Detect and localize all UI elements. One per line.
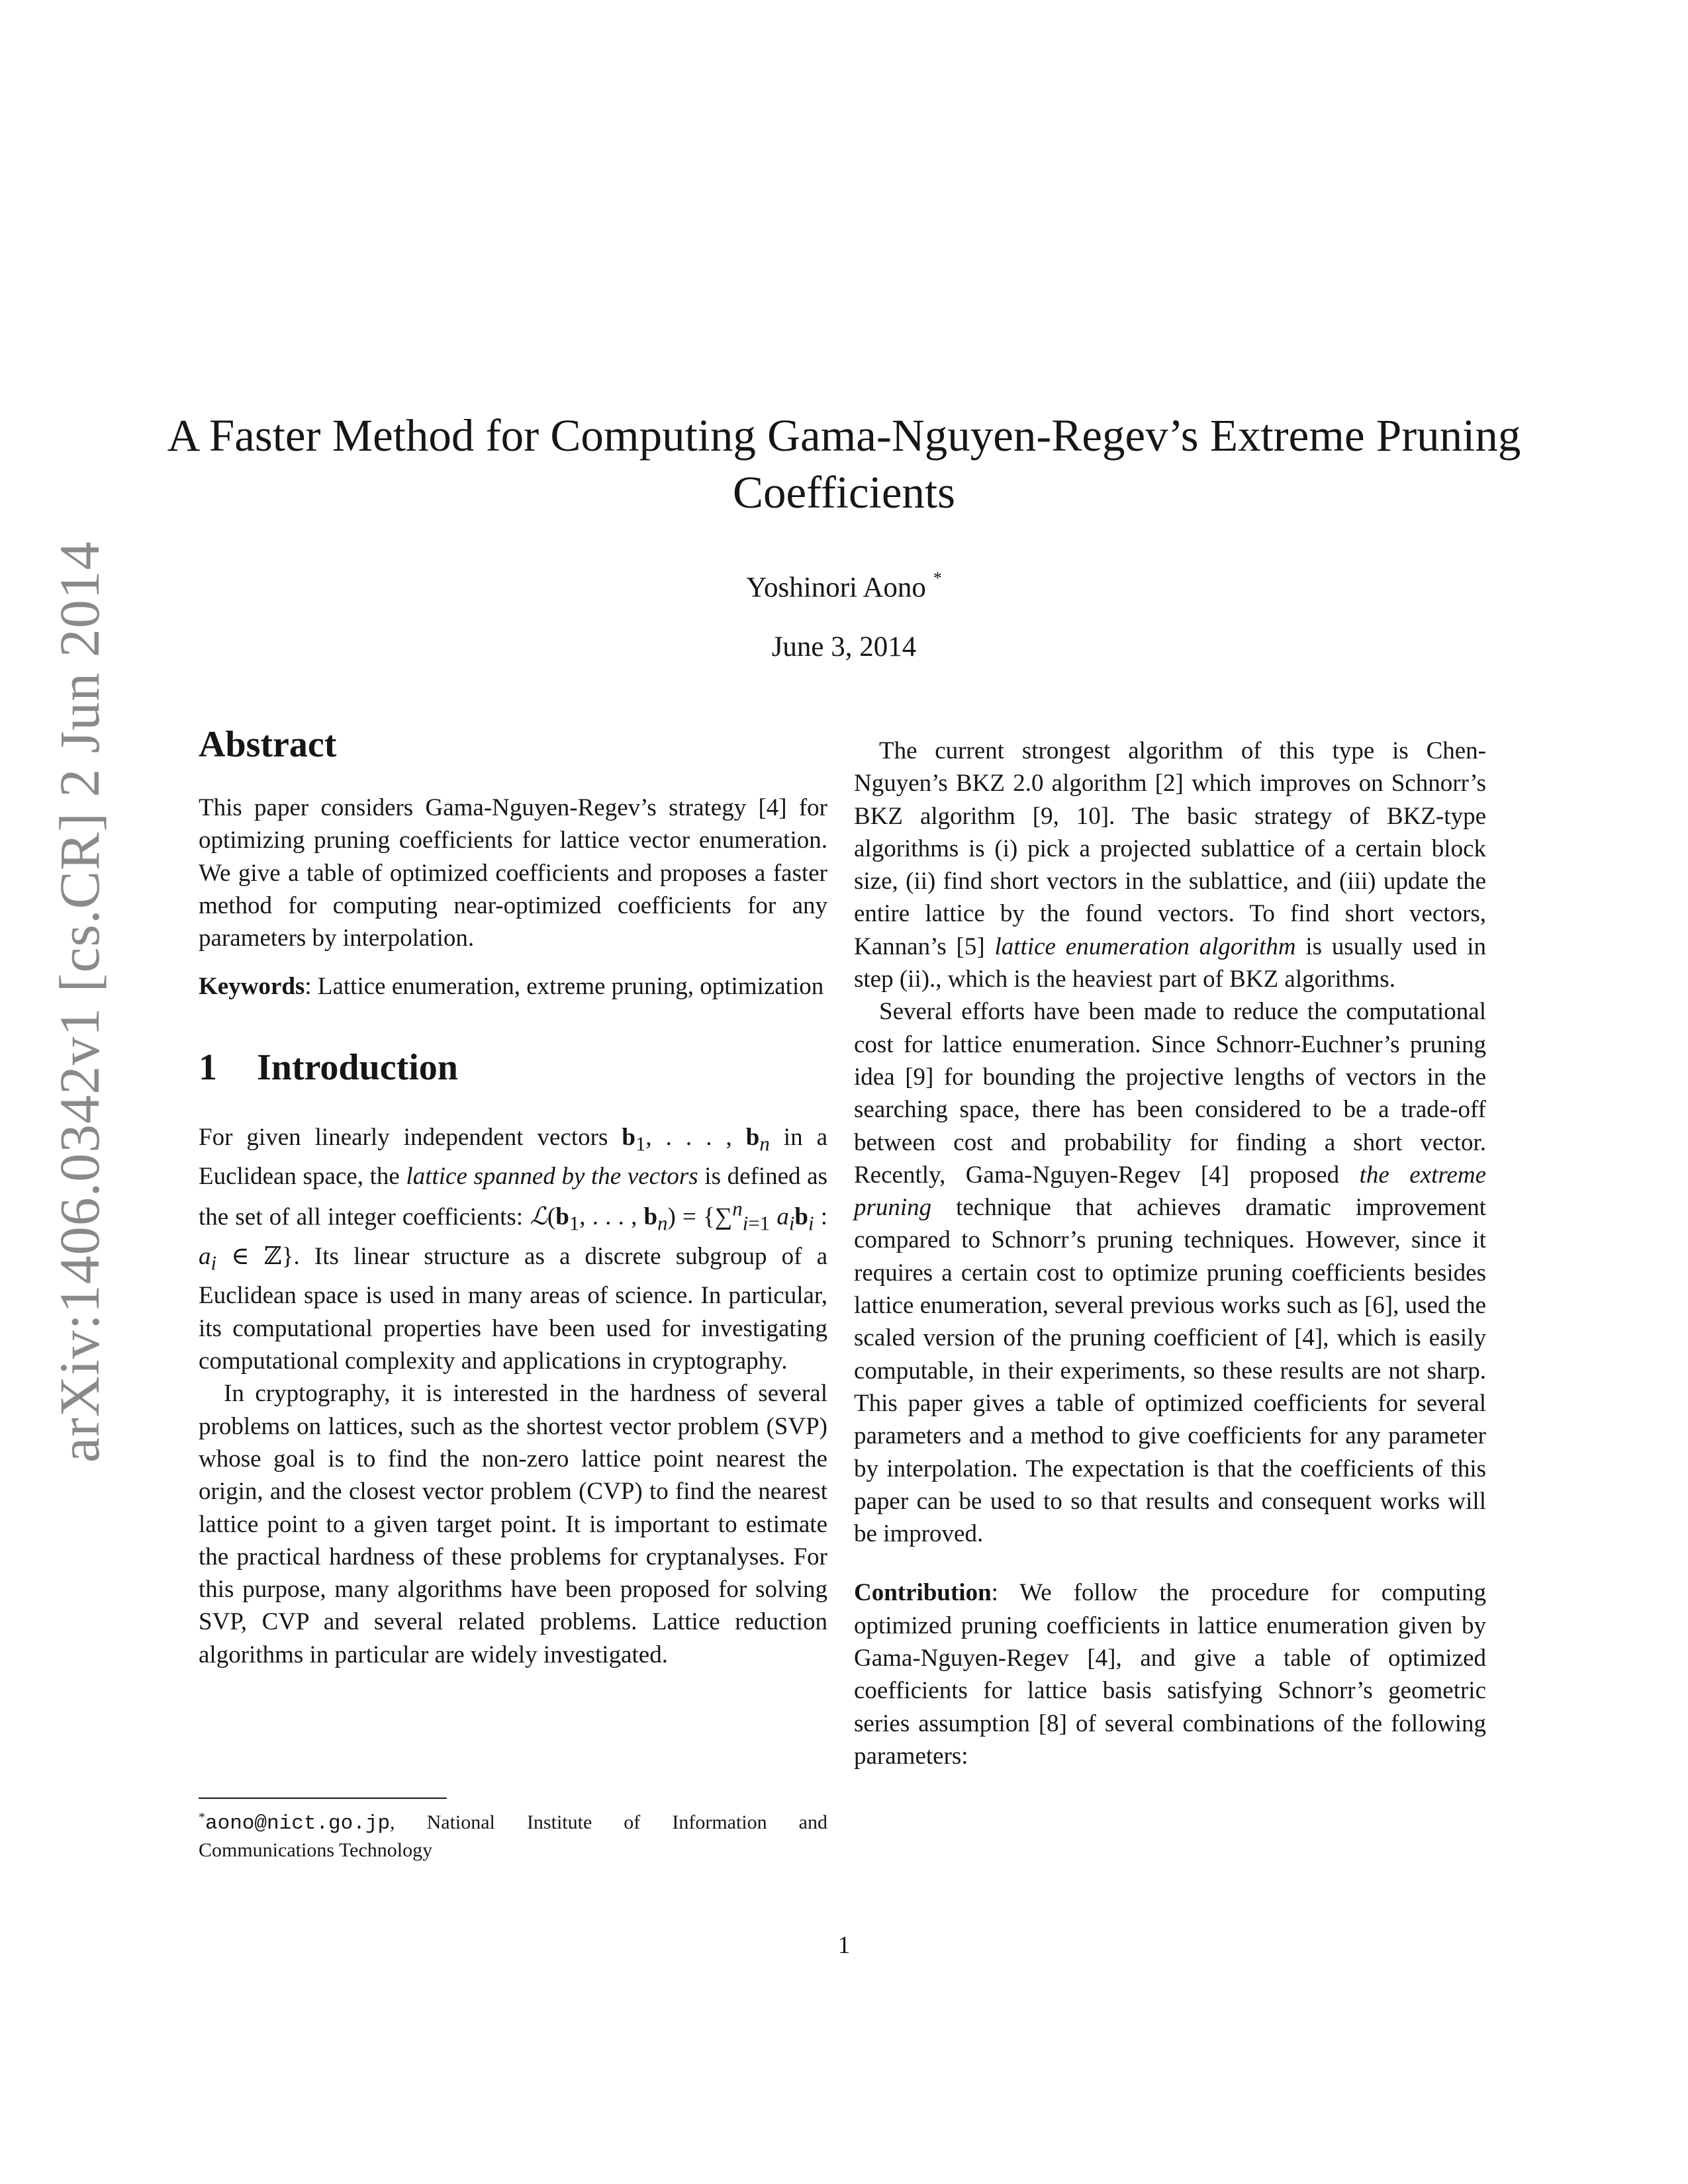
section-title: Introduction (257, 1046, 458, 1088)
contribution-paragraph (854, 1576, 1486, 1772)
math-basis-vectors: $b_1$, . . . , $b_n$ (622, 1123, 770, 1156)
right-p1-italic: lattice enumeration algorithm (994, 933, 1296, 960)
author-footnote-mark: * (933, 569, 942, 588)
intro-paragraph-2: In cryptography, it is interested in the hardness of several problems on lattices, such as the shortest vector problem (SVP) whose goal is to find the non-zero lattice point nearest the origin, and the closest vector problem (CVP) to find the nearest lattice point to a given target point. It is important to estimate the practical hardness of these problems for cryptanalyses. For this purpose, many algorithms have been proposed for solving SVP, CVP and several related problems. Lattice reduction algorithms in particular are widely investigated. (199, 1380, 827, 1668)
footnote (199, 1797, 827, 1864)
author-line (132, 563, 1556, 606)
section-heading-introduction (199, 1044, 827, 1091)
intro-p1-text-a: For given linearly independent vectors (199, 1123, 622, 1151)
right-paragraph-2 (854, 995, 1486, 1550)
right-column (854, 735, 1486, 1772)
keywords-text: : Lattice enumeration, extreme pruning, optimization (305, 973, 824, 1001)
intro-paragraph-1 (199, 1121, 827, 1378)
footnote-text: , National Institute of Information and Communications Technology (199, 1811, 827, 1861)
left-column (199, 721, 827, 1671)
keywords (199, 970, 827, 1003)
right-p1-text-a: The current strongest algorithm of this type is Chen-Nguyen’s BKZ 2.0 algorithm [2] which improves on Schnorr’s BKZ algorithm [9, 10]. The basic strategy of BKZ-type algorithms is (i) pick a projected sublattice of a certain block size, (ii) find short vectors in the sublattice, and (iii) update the entire lattice by the found vectors. To find short vectors, Kannan’s [5] (854, 737, 1486, 960)
arxiv-stamp: arXiv:1406.0342v1 [cs.CR] 2 Jun 2014 (48, 541, 111, 1463)
paper-date: June 3, 2014 (771, 631, 917, 662)
intro-p1-italic: lattice spanned by the vectors (406, 1163, 698, 1191)
footnote-mark: * (199, 1810, 205, 1825)
right-p2-text-a: Several efforts have been made to reduce the computational cost for lattice enumeration. Since Schnorr-Euchner’s pruning idea [9] for bounding the projective lengths of vectors in the searching space, there has been considered to be a trade-off between cost and probability for finding a short vector. Recently, Gama-Nguyen-Regev [4] proposed (854, 998, 1486, 1189)
abstract-heading: Abstract (199, 724, 337, 765)
right-p1-text-b: is usually used in step (ii)., which is the heaviest part of BKZ algorithms. (854, 933, 1486, 993)
footnote-rule (199, 1797, 447, 1799)
intro-p1-text-c: is defined as the set of all integer coefficients: (199, 1163, 827, 1231)
math-lattice-definition: $ℒ(b_1$, . . . , $b_n) = \{\sum^n_{i=1}$ $a_ib_i$ : $a_i$ ∈ ℤ} (199, 1197, 828, 1275)
intro-p1-text-b: in a Euclidean space, the (199, 1123, 828, 1191)
keywords-label: Keywords (199, 973, 305, 1001)
right-paragraph-1 (854, 735, 1486, 995)
contribution-text: : We follow the procedure for computing optimized pruning coefficients in lattice enumeration given by Gama-Nguyen-Regev [4], and give a table of optimized coefficients for lattice basis satisfying Schnorr’s geometric series assumption [8] of several combinations of the following parameters: (854, 1579, 1486, 1770)
right-p2-text-b: technique that achieves dramatic improvement compared to Schnorr’s pruning techniques. However, since it requires a certain cost to optimize pruning coefficients besides lattice enumeration, several previous works such as [6], used the scaled version of the pruning coefficient of [4], which is easily computable, in their experiments, so these results are not sharp. This paper gives a table of optimized coefficients for several parameters and a method to give coefficients for any parameter by interpolation. The expectation is that the coefficients of this paper can be used to so that results and consequent works will be improved. (854, 1194, 1486, 1548)
author-name: Yoshinori Aono (746, 572, 926, 604)
footnote-email: aono@nict.go.jp (205, 1812, 391, 1835)
paper-title: A Faster Method for Computing Gama-Nguyen-Regev’s Extreme Pruning Coefficients (167, 410, 1521, 518)
section-number: 1 (199, 1046, 217, 1088)
intro-p1-text-d: . Its linear structure as a discrete subgroup of a Euclidean space is used in many areas of science. In particular, its computational properties have been used for investigating computational complexity and applications in cryptography. (199, 1242, 827, 1375)
abstract-text: This paper considers Gama-Nguyen-Regev’s strategy [4] for optimizing pruning coefficients for lattice vector enumeration. We give a table of optimized coefficients and proposes a faster method for computing near-optimized coefficients for any parameters by interpolation. (199, 794, 827, 952)
contribution-label: Contribution (854, 1579, 992, 1607)
right-p2-italic: the extreme pruning (854, 1161, 1486, 1222)
page-number: 1 (837, 1932, 851, 1959)
